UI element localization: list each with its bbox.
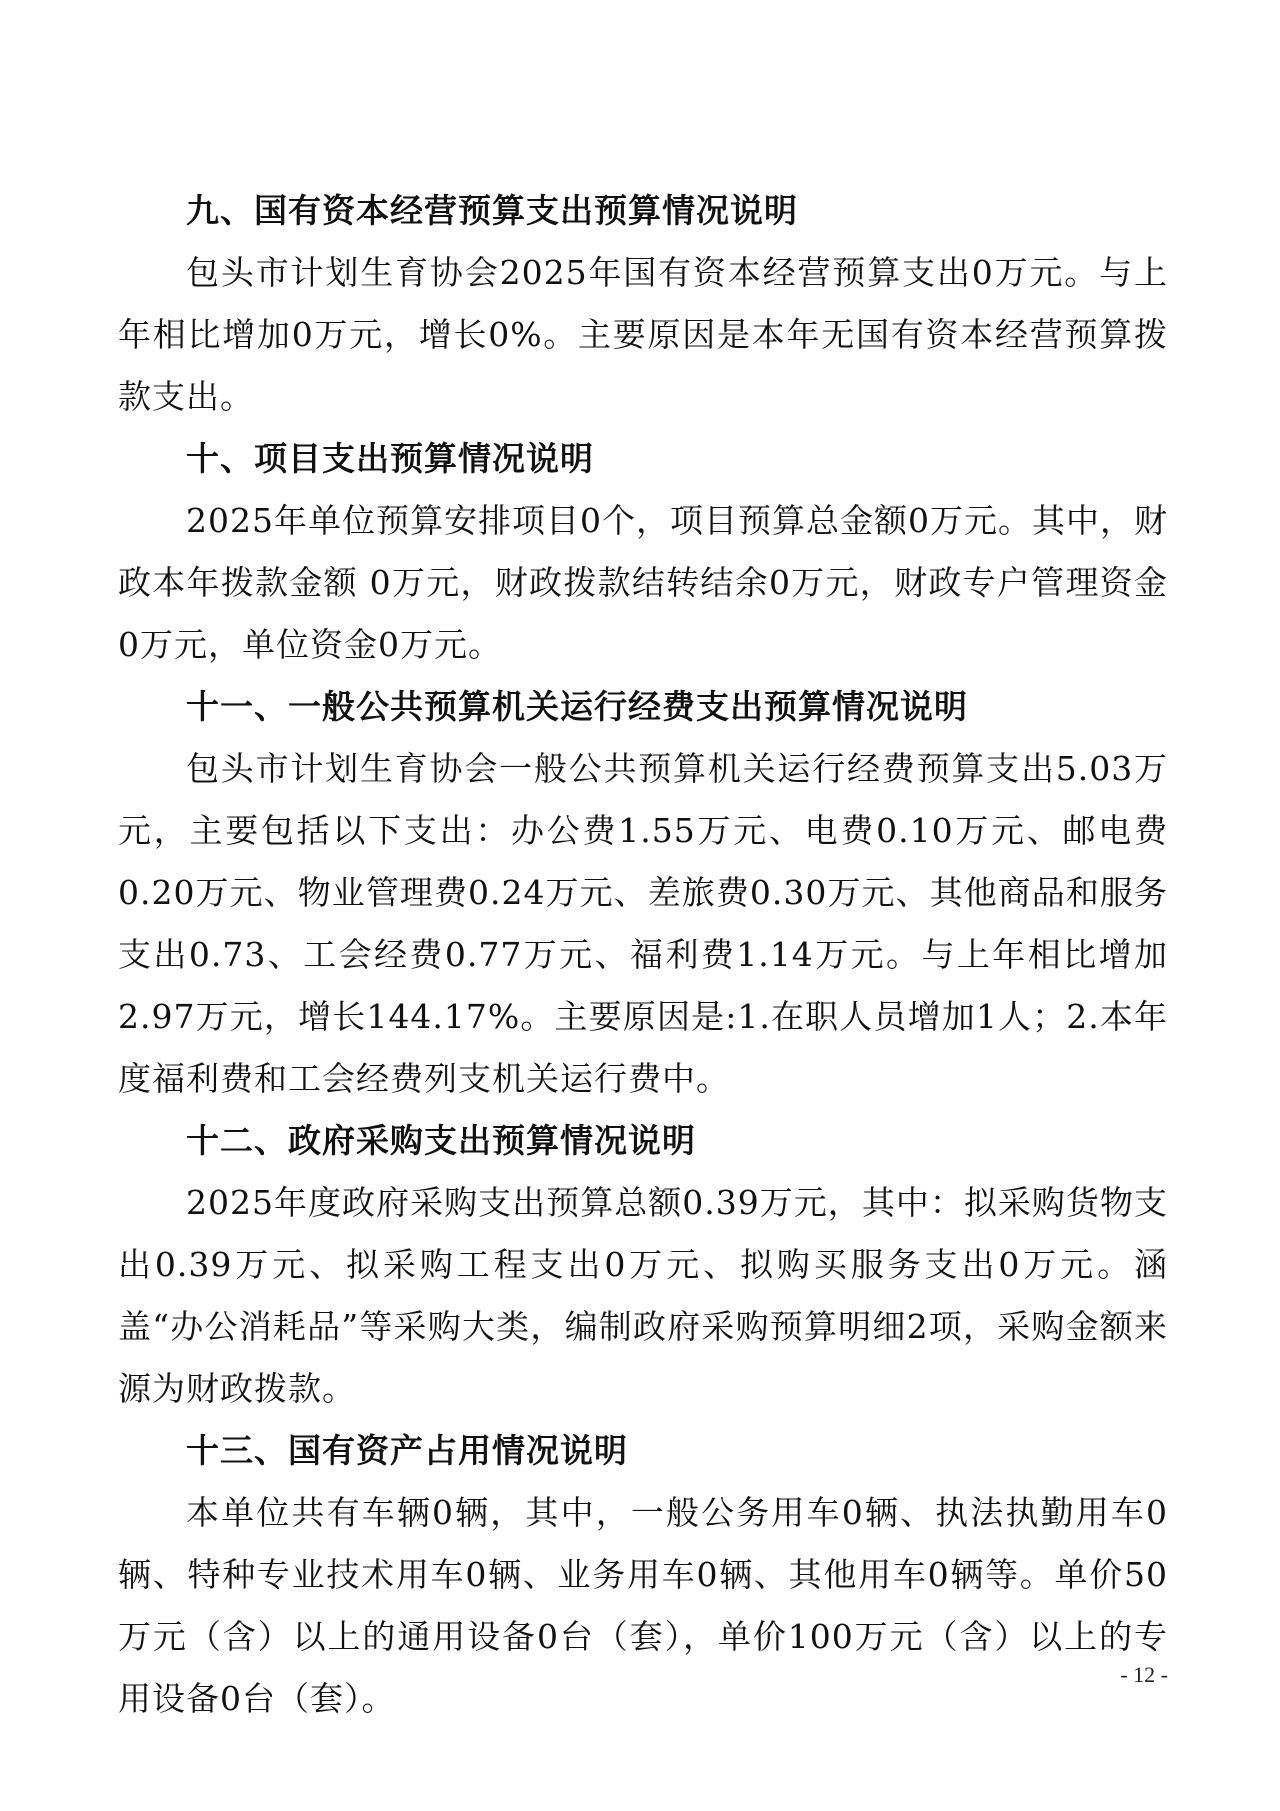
section-heading-13: 十三、国有资产占用情况说明 bbox=[186, 1431, 628, 1470]
page-number: - 12 - bbox=[1120, 1662, 1168, 1687]
document-body bbox=[118, 180, 1168, 1730]
section-paragraph-10: 2025年单位预算安排项目0个，项目预算总金额0万元。其中，财政本年拨款金额 0万元，财政拨款结转结余0万元，财政专户管理资金0万元，单位资金0万元。 bbox=[118, 501, 1168, 664]
section-paragraph-13: 本单位共有车辆0辆，其中，一般公务用车0辆、执法执勤用车0辆、特种专业技术用车0辆、业务用车0辆、其他用车0辆等。单价50万元（含）以上的通用设备0台（套），单价100万元（含）以上的专用设备0台（套）。 bbox=[118, 1493, 1168, 1718]
section-paragraph-9: 包头市计划生育协会2025年国有资本经营预算支出0万元。与上年相比增加0万元，增长0%。主要原因是本年无国有资本经营预算拨款支出。 bbox=[118, 253, 1168, 416]
section-paragraph-11: 包头市计划生育协会一般公共预算机关运行经费预算支出5.03万元，主要包括以下支出：办公费1.55万元、电费0.10万元、邮电费0.20万元、物业管理费0.24万元、差旅费0.30万元、其他商品和服务支出0.73、工会经费0.77万元、福利费1.14万元。与上年相比增加2.97万元，增长144.17%。主要原因是:1.在职人员增加1人；2.本年度福利费和工会经费列支机关运行费中。 bbox=[118, 749, 1168, 1098]
section-heading-12: 十二、政府采购支出预算情况说明 bbox=[186, 1121, 696, 1160]
section-heading-11: 十一、一般公共预算机关运行经费支出预算情况说明 bbox=[186, 687, 968, 726]
section-heading-10: 十、项目支出预算情况说明 bbox=[186, 439, 594, 478]
section-heading-9: 九、国有资本经营预算支出预算情况说明 bbox=[186, 191, 798, 230]
section-paragraph-12: 2025年度政府采购支出预算总额0.39万元，其中：拟采购货物支出0.39万元、拟采购工程支出0万元、拟购买服务支出0万元。涵盖“办公消耗品”等采购大类，编制政府采购预算明细2项，采购金额来源为财政拨款。 bbox=[118, 1183, 1168, 1408]
